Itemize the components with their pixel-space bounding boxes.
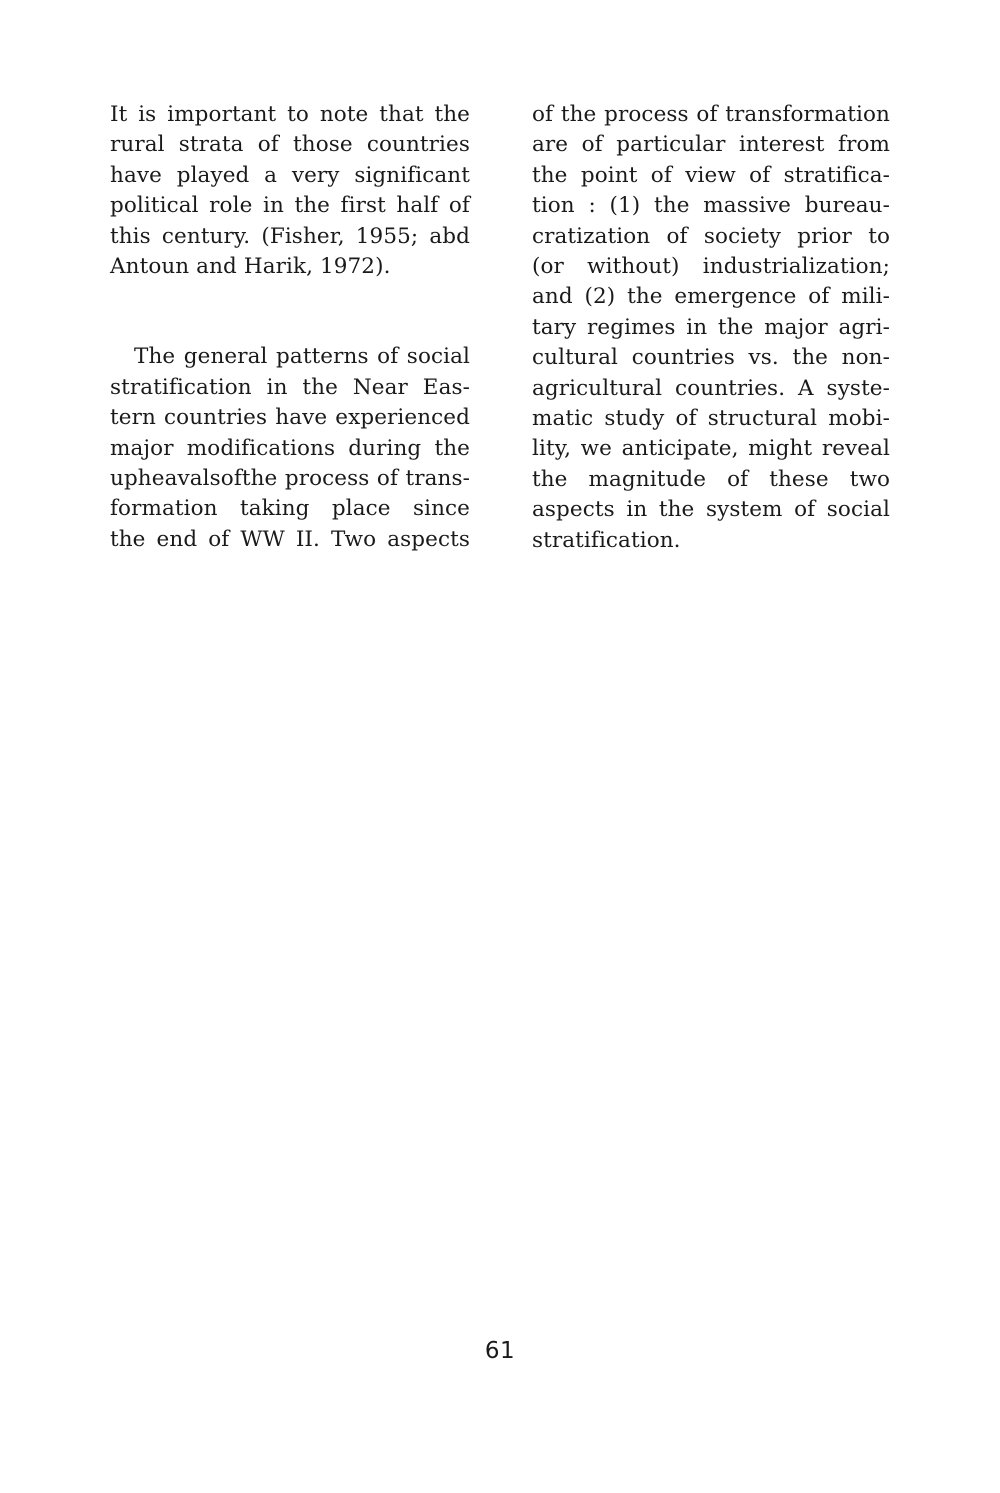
text-line: matic study of structural mobi- [532,406,890,432]
paragraph-rural-strata [110,100,470,282]
text-line: formation taking place since [110,496,470,522]
text-line: lity, we anticipate, might reveal [532,436,890,462]
text-line: (or without) industrialization; [532,254,890,280]
text-line: agricultural countries. A syste- [532,375,890,401]
text-line: the point of view of stratifica- [532,162,890,188]
text-line: this century. (Fisher, 1955; abd [110,223,470,249]
text-line: Antoun and Harik, 1972). [110,254,391,280]
text-line: and (2) the emergence of mili- [532,284,890,310]
left-column [110,100,470,555]
text-line: stratification in the Near Eas- [110,374,470,400]
paragraph-spacer [110,282,470,342]
page-number: 61 [484,1338,516,1364]
right-column [532,100,890,556]
text-line: stratification. [532,527,681,553]
text-line: have played a very significant [110,162,470,188]
text-line: the end of WW II. Two aspects [110,526,470,552]
text-line: are of particular interest from [532,132,890,158]
text-line: It is important to note that the [110,102,470,127]
paragraph-general-patterns [110,342,470,555]
text-line: tary regimes in the major agri- [532,314,890,340]
text-line: major modifications during the [110,435,470,461]
text-line: tern countries have experienced [110,405,470,431]
text-line: of the process of transformation [532,102,890,127]
text-line: aspects in the system of social [532,497,890,523]
text-line: rural strata of those countries [110,132,470,158]
text-line: cultural countries vs. the non- [532,345,890,371]
text-line: upheavalsofthe process of trans- [110,466,470,492]
text-line: tion : (1) the massive bureau- [532,193,890,219]
text-line: The general patterns of social [134,344,470,370]
text-line: political role in the first half of [110,193,470,219]
text-line: the magnitude of these two [532,466,890,492]
text-line: cratization of society prior to [532,223,890,249]
paragraph-continued [532,100,890,556]
